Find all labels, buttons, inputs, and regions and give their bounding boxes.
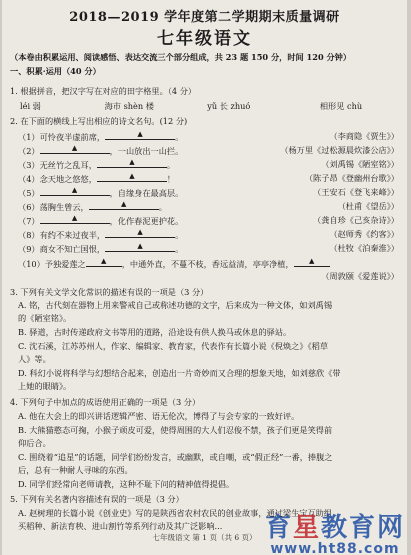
answer-blank[interactable]: ▲ bbox=[40, 215, 110, 224]
option-line: 上她的眼睛》。 bbox=[18, 381, 72, 391]
page-footer: 七年级语文 第 1 页（共 6 页） bbox=[152, 533, 257, 542]
option-line: 仰后合。 bbox=[18, 438, 51, 448]
poem-source: （杜甫《望岳》） bbox=[337, 201, 399, 211]
option-line: B. 大熊猫憨态可掬，小猴子顽皮可爱，使得周围的大人们忍俊不禁，孩子们更是笑得前 bbox=[18, 425, 333, 435]
answer-blank[interactable]: ▲ bbox=[40, 145, 110, 154]
poem-source: （王安石《登飞来峰》） bbox=[313, 187, 399, 197]
option-line: D. 同学们经常向老师请教，这种不耻下问的精神值得提倡。 bbox=[18, 479, 235, 489]
subject-title: 七年级语文 bbox=[157, 29, 252, 49]
option-line: 人》等。 bbox=[18, 354, 51, 364]
pinyin-item: 海市 shèn 楼 bbox=[104, 101, 154, 111]
option-line: C. 围绕着“追星”的话题，同学们纷纷发言，或幽默，或自嘲，或“假正经”一番，捧腹之 bbox=[18, 452, 333, 462]
poem-source: （陈子昂《登幽州台歌》） bbox=[304, 173, 399, 183]
option-line: D. 科幻小说将科学与幻想结合起来，创造出一片奇妙而又合理的想象天地，如刘慈欣《带 bbox=[18, 368, 341, 378]
poem-line: （10）予独爱莲之 ▲ ，中通外直，不蔓不枝，香远益清，亭亭净植， ▲ bbox=[18, 258, 401, 269]
option-line: 的《陋室铭》。 bbox=[18, 313, 72, 323]
poem-source: （周敦颐《爱莲说》） bbox=[321, 271, 399, 281]
option-line: C. 沈石溪，江苏苏州人，作家、编辑家、教育家，代表作有长篇小说《倪焕之》《稻草 bbox=[18, 341, 329, 351]
answer-blank[interactable]: ▲ bbox=[89, 201, 159, 210]
poem-line: （3）无丝竹之乱耳， ▲ 。 bbox=[18, 159, 176, 170]
instructions: （本卷由积累运用、阅读感悟、表达交流三个部分组成，共 23 题 150 分，时间 120 分钟） bbox=[10, 52, 352, 62]
pinyin-item: léi 弱 bbox=[20, 101, 41, 111]
question-4: 4. 下列句子中加点的成语使用正确的一项是（3 分） bbox=[10, 397, 201, 407]
section-heading: 一、积累·运用（40 分） bbox=[10, 66, 101, 76]
pinyin-row bbox=[20, 101, 362, 112]
question-1: 1. 根据拼音，把汉字写在对应的田字格里。（4 分） bbox=[10, 86, 197, 96]
answer-blank[interactable]: ▲ bbox=[105, 131, 175, 140]
question-2: 2. 在下面的横线上写出相应的诗文名句。(12 分) bbox=[10, 116, 188, 126]
watermark-logo: 育星教育网 www.ht88.com bbox=[264, 513, 405, 555]
answer-blank[interactable]: ▲ bbox=[97, 173, 167, 182]
watermark-url: www.ht88.com bbox=[270, 541, 400, 555]
exam-title: 2018—2019 学年度第二学期期末质量调研 bbox=[69, 10, 340, 25]
answer-blank[interactable]: ▲ bbox=[97, 159, 167, 168]
answer-blank[interactable]: ▲ bbox=[86, 258, 122, 267]
poem-source: （杨万里《过松源晨炊漆公店》） bbox=[280, 145, 399, 155]
option-line: A. 铭，古代刻在器物上用来警戒自己或称述功德的文字，后来成为一种文体，如刘禹锡 bbox=[18, 300, 333, 310]
poem-line: （8）有约不来过夜半， ▲ 。 bbox=[18, 229, 184, 240]
poem-source: （赵师秀《约客》） bbox=[329, 229, 399, 239]
poem-line: （4）念天地之悠悠， ▲ ！ bbox=[18, 173, 176, 184]
answer-blank[interactable]: ▲ bbox=[105, 229, 175, 238]
option-line: B. 驿道，古时传递政府文书等用的道路，沿途设有供人换马或休息的驿站。 bbox=[18, 327, 292, 337]
answer-blank[interactable]: ▲ bbox=[40, 187, 110, 196]
option-line: 后，总有一种耐人寻味的东西。 bbox=[18, 465, 133, 475]
pinyin-item: 相形见 chù bbox=[319, 101, 363, 111]
answer-blank[interactable]: ▲ bbox=[294, 258, 330, 267]
poem-line: （1）可怜夜半虚前席， ▲ 。 bbox=[18, 131, 184, 142]
poem-line: （9）商女不知亡国恨， ▲ 。 bbox=[18, 243, 184, 254]
option-line: 买稻种、新法育秧、进山割竹等系列行动及其广泛影响... bbox=[18, 521, 223, 531]
option-line: A. 赵树理的长篇小说《创业史》写的是陕西省农村农民的创业故事，通过梁生宝互助组 bbox=[18, 508, 333, 518]
exam-page bbox=[2, 0, 407, 555]
question-3: 3. 下列有关文学文化常识的描述有误的一项是（3 分） bbox=[10, 287, 209, 297]
poem-source: （刘禹锡《陋室铭》） bbox=[321, 159, 399, 169]
poem-line: （6）荡胸生曾云， ▲ 。 bbox=[18, 201, 167, 212]
poem-line: （7） ▲ ，化作春泥更护花。 bbox=[18, 215, 184, 226]
poem-line: （2） ▲ ，一山放出一山拦。 bbox=[18, 145, 184, 156]
poem-source: （李商隐《贾生》） bbox=[329, 131, 399, 141]
poem-source: （龚自珍《己亥杂诗》） bbox=[313, 215, 399, 225]
question-5: 5. 下列有关名著内容描述有误的一项是（3 分） bbox=[10, 494, 184, 504]
poem-source: （杜牧《泊秦淮》） bbox=[329, 243, 399, 253]
answer-blank[interactable]: ▲ bbox=[105, 243, 175, 252]
poem-line: （5） ▲ ，自缘身在最高层。 bbox=[18, 187, 184, 198]
pinyin-item: yǔ 长 zhuó bbox=[207, 101, 251, 111]
option-line: A. 他在大会上的即兴讲话逻辑严密、语无伦次，博得了与会专家的一致好评。 bbox=[18, 411, 300, 421]
